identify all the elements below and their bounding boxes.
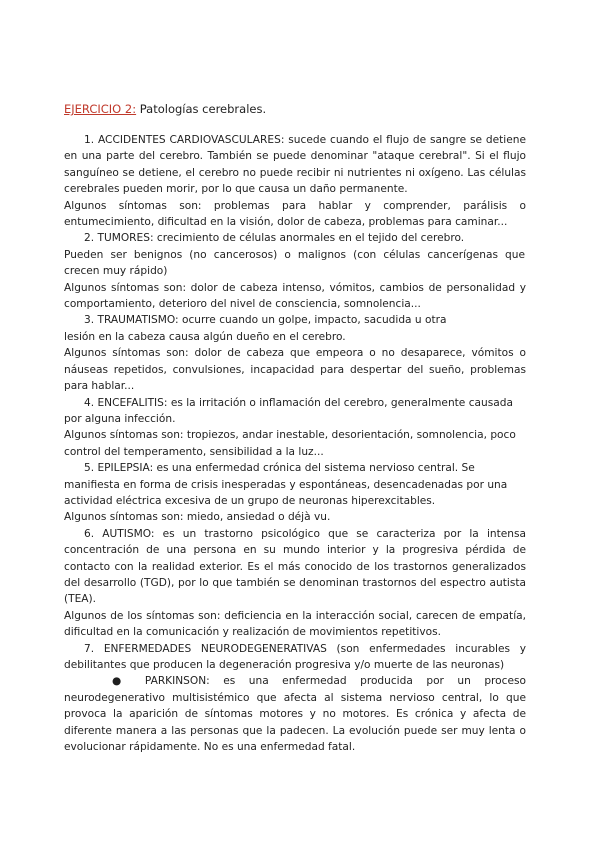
- item-3-extra: lesión en la cabeza causa algún dueño en el cerebro.: [64, 330, 346, 343]
- exercise-topic: Patologías cerebrales.: [136, 102, 267, 116]
- item-1-text: 1. ACCIDENTES CARDIOVASCULARES: sucede cuando el flujo de sangre se detiene en una parte del cerebro. También se puede denominar "ataque cerebral". Si el flujo sanguíneo se detiene, el cerebro no puede recibir ni nutrientes ni oxígeno. Las células cerebrales pueden morir, por lo que causa un daño permanente.: [64, 134, 526, 196]
- item-4-text: 4. ENCEFALITIS: es la irritación o inflamación del cerebro, generalmente causada por alguna infección.: [64, 396, 513, 425]
- exercise-label: EJERCICIO 2:: [64, 102, 137, 116]
- item-5-symptoms: Algunos síntomas son: miedo, ansiedad o déjà vu.: [64, 511, 331, 524]
- item-3-text: 3. TRAUMATISMO: ocurre cuando un golpe, impacto, sacudida u otra: [84, 314, 447, 327]
- item-6-text: 6. AUTISMO: es un trastorno psicológico que se caracteriza por la intensa concentración de una persona en su mundo interior y la progresiva pérdida de contacto con la realidad exterior. Es el más conocido de los trastornos generalizados del desarrollo (TGD), por lo que también se denominan trastornos del espectro autista (TEA).: [64, 527, 526, 606]
- item-2-text: 2. TUMORES: crecimiento de células anormales en el tejido del cerebro.: [84, 232, 465, 245]
- item-2-extra: Pueden ser benignos (no cancerosos) o malignos (con células cancerígenas que crecen muy rápido): [64, 248, 525, 278]
- item-3-symptoms: Algunos síntomas son: dolor de cabeza que empeora o no desaparece, vómitos o náuseas repetidos, convulsiones, incapacidad para despertar del sueño, problemas para hablar...: [64, 347, 526, 393]
- document-body: [64, 132, 526, 755]
- item-6-symptoms: Algunos de los síntomas son: deficiencia en la interacción social, carecen de empatía, dificultad en la comunicación y realización de movimientos repetitivos.: [64, 609, 526, 639]
- item-2-symptoms: Algunos síntomas son: dolor de cabeza intenso, vómitos, cambios de personalidad y comportamiento, deterioro del nivel de consciencia, somnolencia...: [64, 281, 526, 311]
- item-7-text: 7. ENFERMEDADES NEURODEGENERATIVAS (son enfermedades incurables y debilitantes que producen la degeneración progresiva y/o muerte de las neuronas): [64, 642, 526, 671]
- item-5-text: 5. EPILEPSIA: es una enfermedad crónica del sistema nervioso central. Se manifiesta en forma de crisis inesperadas y espontáneas, desencadenadas por una actividad eléctrica excesiva de un grupo de neuronas hiperexcitables.: [64, 462, 508, 507]
- exercise-title: [64, 101, 266, 117]
- item-1-symptoms: Algunos síntomas son: problemas para hablar y comprender, parálisis o entumecimiento, dificultad en la visión, dolor de cabeza, problemas para caminar...: [64, 199, 526, 229]
- item-4-symptoms: Algunos síntomas son: tropiezos, andar inestable, desorientación, somnolencia, poco control del temperamento, sensibilidad a la luz...: [64, 429, 516, 458]
- item-7-bullet-parkinson: ● PARKINSON: es una enfermedad producida por un proceso neurodegenerativo multisistémico que afecta al sistema nervioso central, lo que provoca la aparición de síntomas motores y no motores. Es crónica y afecta de diferente manera a las personas que la padecen. La evolución puede ser muy lenta o evolucionar rápidamente. No es una enfermedad fatal.: [64, 675, 526, 754]
